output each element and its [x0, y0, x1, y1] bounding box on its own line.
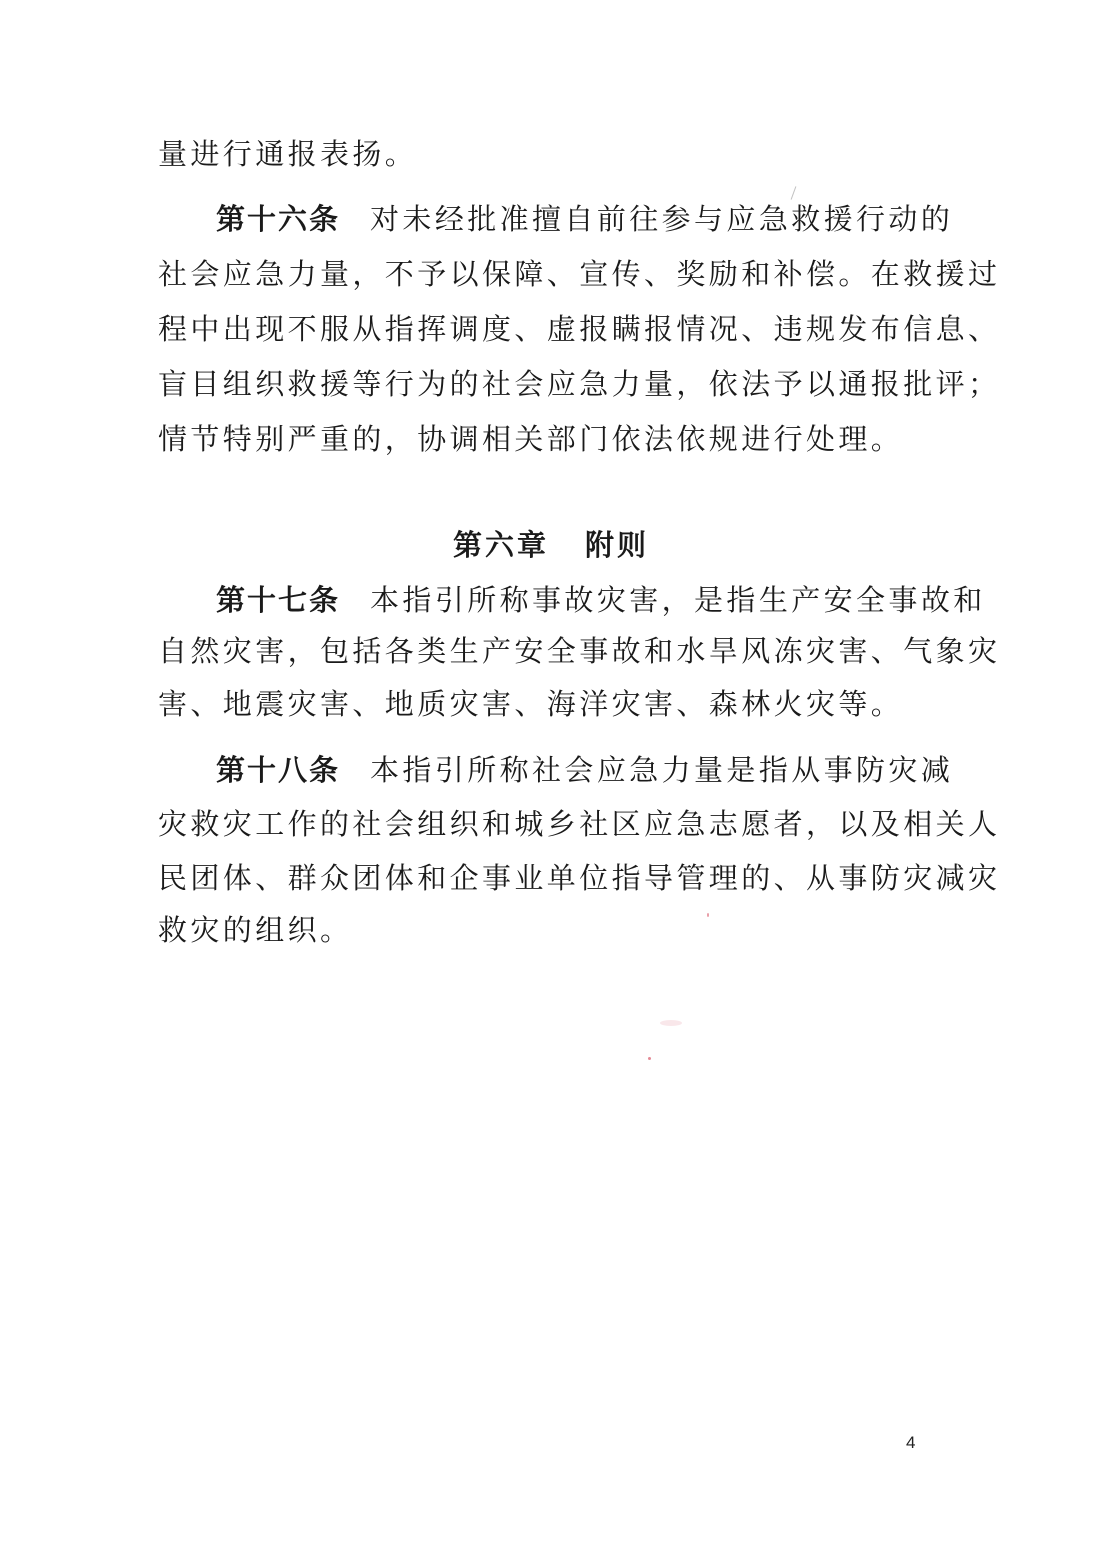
scan-speck: [791, 186, 797, 199]
article-18-line-4: 救灾的组织。: [158, 913, 353, 947]
page-number: 4: [906, 1433, 916, 1452]
chapter-number: 第六章: [452, 528, 549, 562]
article-15-tail-line-1: 量进行通报表扬。: [158, 137, 418, 171]
article-17-line-1-text: 本指引所称事故灾害，是指生产安全事故和: [370, 583, 986, 617]
article-16-line-4: 盲目组织救援等行为的社会应急力量，依法予以通报批评；: [158, 367, 1001, 401]
article-18-label: 第十八条: [216, 753, 341, 787]
article-16-line-2: 社会应急力量，不予以保障、宣传、奖励和补偿。在救援过: [158, 257, 1001, 291]
chapter-title: 附则: [585, 528, 650, 562]
article-18-line-1: [216, 752, 954, 788]
article-16-line-3: 程中出现不服从指挥调度、虚报瞒报情况、违规发布信息、: [158, 312, 1001, 346]
article-16-line-5: 情节特别严重的，协调相关部门依法依规进行处理。: [158, 422, 904, 456]
article-18-line-3: 民团体、群众团体和企事业单位指导管理的、从事防灾减灾: [158, 861, 1001, 895]
scan-speck: [648, 1057, 651, 1060]
article-18-line-1-text: 本指引所称社会应急力量是指从事防灾减: [370, 753, 954, 787]
article-16-line-1-text: 对未经批准擅自前往参与应急救援行动的: [370, 202, 954, 236]
article-16-label: 第十六条: [216, 202, 341, 236]
chapter-heading: [0, 527, 1102, 563]
article-17-label: 第十七条: [216, 583, 341, 617]
article-17-line-3: 害、地震灾害、地质灾害、海洋灾害、森林火灾等。: [158, 687, 904, 721]
scan-speck: [660, 1020, 682, 1026]
article-18-line-2: 灾救灾工作的社会组织和城乡社区应急志愿者，以及相关人: [158, 807, 1001, 841]
scan-speck: [707, 913, 709, 917]
article-17-line-2: 自然灾害，包括各类生产安全事故和水旱风冻灾害、气象灾: [158, 634, 1001, 668]
article-16-line-1: [216, 201, 954, 237]
article-17-line-1: [216, 582, 986, 618]
